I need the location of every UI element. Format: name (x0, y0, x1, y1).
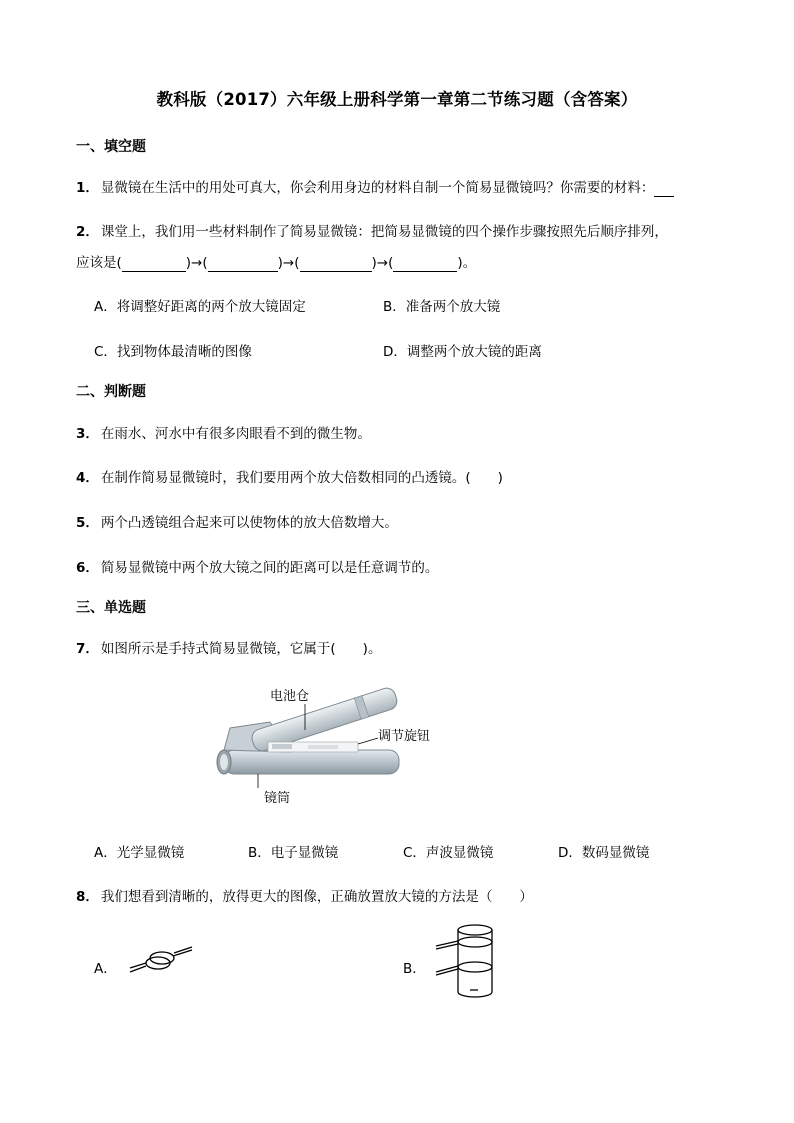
answer-blank-2[interactable] (208, 255, 278, 272)
q7-option-a[interactable]: A．光学显微镜 (94, 845, 185, 861)
label-knob: 调节旋钮 (378, 729, 431, 744)
question-text: 如图所示是手持式简易显微镜，它属于( )。 (100, 641, 382, 657)
section-heading-true-false: 二、判断题 (76, 384, 146, 400)
sticker-mark (308, 745, 338, 749)
q2-option-d[interactable]: D．调整两个放大镜的距离 (383, 344, 542, 360)
question-number: 2． (76, 224, 99, 240)
q8-option-a-magnifiers-icon[interactable] (124, 938, 200, 982)
answer-suffix: )。 (457, 255, 477, 271)
label-battery: 电池仓 (270, 689, 310, 704)
q2-option-c[interactable]: C．找到物体最清晰的图像 (94, 344, 252, 360)
handheld-microscope-figure (210, 682, 470, 812)
question-text: 显微镜在生活中的用处可真大，你会利用身边的材料自制一个简易显微镜吗？你需要的材料： (100, 180, 655, 196)
question-text: 两个凸透镜组合起来可以使物体的放大倍数增大。 (100, 515, 398, 531)
q2-option-a[interactable]: A．将调整好距离的两个放大镜固定 (94, 299, 306, 315)
question-8 (76, 885, 533, 905)
q8-option-b[interactable]: B． (403, 961, 426, 977)
leader-line-knob (358, 738, 378, 744)
question-number: 8． (76, 889, 99, 905)
arrow-separator: )→( (277, 255, 300, 271)
section-heading-single-choice: 三、单选题 (76, 600, 146, 616)
question-text: 我们想看到清晰的，放得更大的图像，正确放置放大镜的方法是（ ） (100, 889, 533, 905)
question-text: 简易显微镜中两个放大镜之间的距离可以是任意调节的。 (100, 560, 439, 576)
sticker-mark (272, 744, 292, 749)
question-4 (76, 466, 503, 486)
question-text: 在制作简易显微镜时，我们要用两个放大倍数相同的凸透镜。( ) (100, 470, 503, 486)
q7-option-d[interactable]: D．数码显微镜 (558, 845, 650, 861)
question-number: 7． (76, 641, 99, 657)
question-1 (76, 176, 674, 197)
label-tube: 镜筒 (264, 791, 291, 806)
page-title: 教科版（2017）六年级上册科学第一章第二节练习题（含答案） (156, 90, 638, 109)
q8-option-a[interactable]: A． (94, 961, 117, 977)
q7-option-c[interactable]: C．声波显微镜 (403, 845, 494, 861)
question-3 (76, 422, 371, 442)
question-2-line-2 (76, 251, 476, 272)
answer-blank-4[interactable] (393, 255, 457, 272)
arrow-separator: )→( (371, 255, 394, 271)
question-text: 课堂上，我们用一些材料制作了简易显微镜：把简易显微镜的四个操作步骤按照先后顺序排列， (100, 224, 668, 240)
question-5 (76, 511, 398, 531)
answer-prefix: 应该是( (76, 255, 122, 271)
answer-blank-3[interactable] (300, 255, 372, 272)
answer-blank[interactable] (654, 180, 674, 197)
question-number: 1． (76, 180, 99, 196)
question-7 (76, 637, 381, 657)
tube-body (224, 750, 399, 774)
question-2-line-1 (76, 220, 668, 240)
question-number: 4． (76, 470, 99, 486)
question-number: 6． (76, 560, 99, 576)
q7-option-b[interactable]: B．电子显微镜 (248, 845, 339, 861)
arrow-separator: )→( (185, 255, 208, 271)
q2-option-b[interactable]: B．准备两个放大镜 (383, 299, 501, 315)
section-heading-fill-in: 一、填空题 (76, 139, 146, 155)
question-number: 5． (76, 515, 99, 531)
q8-option-b-stacked-magnifiers-icon[interactable] (430, 920, 506, 1002)
question-text: 在雨水、河水中有很多肉眼看不到的微生物。 (100, 426, 371, 442)
question-6 (76, 556, 438, 576)
answer-blank-1[interactable] (122, 255, 186, 272)
question-number: 3． (76, 426, 99, 442)
lens-glass (220, 754, 228, 770)
